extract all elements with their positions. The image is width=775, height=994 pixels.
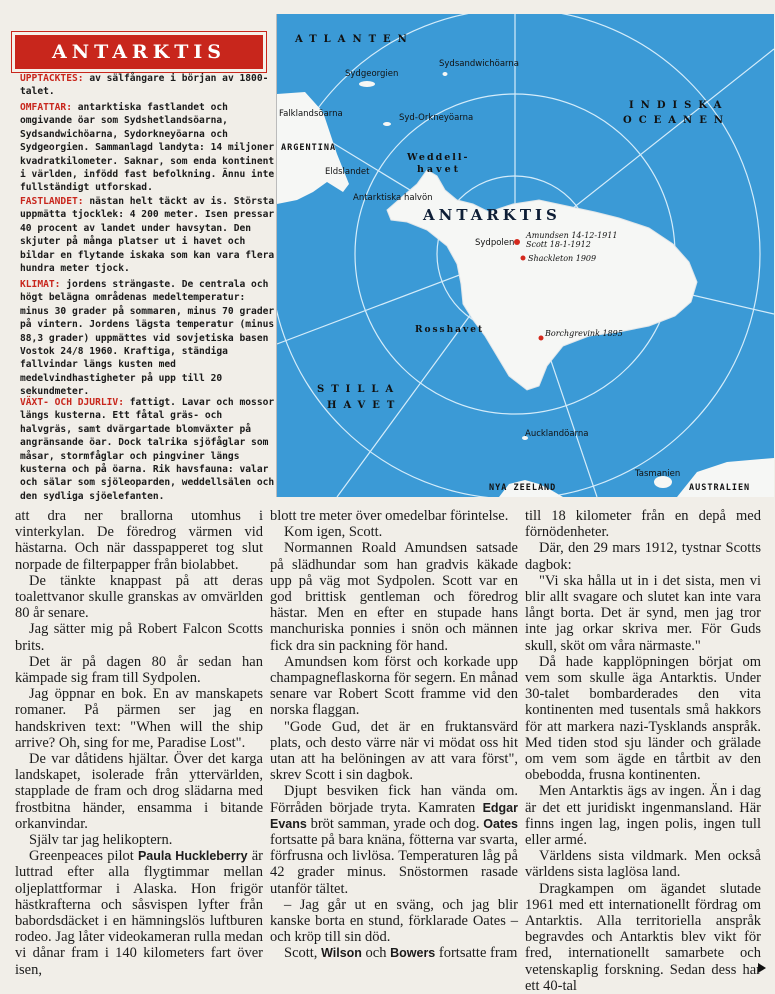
label-antarktiska-halvon: Antarktiska halvön: [353, 193, 433, 203]
fact-box: [10, 18, 275, 502]
paragraph: Dragkampen om ägandet slutade 1961 med ett internationellt fördrag om Antarktis. Alla territoriella anspråk begravdes och Antarktis blev vikt för fred, internationellt samarbete och vetenskaplig forskning. Sedan dess har ett 40-tal: [525, 880, 761, 994]
label-borchgrevink: Borchgrevink 1895: [545, 329, 623, 338]
article-column-2: [270, 508, 518, 962]
person-name: Wilson: [321, 946, 362, 961]
person-name: Bowers: [390, 946, 436, 961]
label-stilla: STILLA: [317, 384, 401, 395]
person-name: Paula Huckleberry: [137, 849, 248, 864]
label-australien: AUSTRALIEN: [689, 483, 751, 493]
label-eldslandet: Eldslandet: [325, 167, 370, 177]
antarctica-map: [276, 14, 774, 497]
label-sydorkney: Syd-Orkneyöarna: [399, 113, 474, 123]
label-nya-zeeland: NYA ZEELAND: [489, 483, 557, 493]
label-falkland: Falklandsöarna: [279, 109, 343, 119]
person-name: Oates: [483, 816, 518, 831]
label-shackleton: Shackleton 1909: [528, 254, 597, 263]
article-column-1: [15, 508, 263, 978]
fact-box-title: ANTARKTIS: [51, 41, 226, 63]
label-tasmanien: Tasmanien: [635, 469, 681, 479]
paragraph: De var dåtidens hjältar. Över det karga landskapet, isolerade från yttervärlden, stapplade de fram och drog slädarna med frostbitna händer, ensamma i bitande orkanvindar.: [15, 751, 263, 832]
paragraph: Normannen Roald Amundsen satsade på slädhundar som han gradvis käkade upp på väg mot Sydpolen. Scott var en god brittisk gentleman och föredrog hästar. Men en efter en stupade hans manchuriska ponnies i snön och männen fick dra sin packning för hand.: [270, 540, 518, 654]
label-havet: HAVET: [327, 400, 402, 411]
fact-climate: KLIMAT: jordens strängaste. De centrala och högt belägna områdenas medeltemperatur: minus 30 grader på sommaren, minus 70 grader på vintern. Jordens lägsta temperatur (minus 88,3 grader) uppmättes vid sovjetiska basen Vostok 24/8 1960. Kraftiga, ständiga fallvindar längs kusten med medelvindhastigheter på upp till 20 sekundmeter.: [20, 279, 275, 398]
paragraph: "Gode Gud, det är en fruktansvärd plats, och desto värre när vi mödat oss hit utan att ha belöningen av att vara först", skrev Scott i sin dagbok.: [270, 718, 518, 784]
label-auckland: Aucklandöarna: [525, 429, 589, 439]
paragraph: Scott, Wilson och Bowers fortsatte fram: [284, 945, 518, 962]
paragraph: Djupt besviken fick han vända om. Förråden började tryta. Kamraten Edgar Evans bröt samman, yrade och dog. Oates fortsatte på bara knäna, fötterna var svarta, förfrusna och livlösa. Temperaturen låg på 42 grader minus. Snöstormen rasade utanför tältet.: [270, 783, 518, 897]
fact-extent: OMFATTAR: antarktiska fastlandet och omgivande öar som Sydshetlandsöarna, Sydsandwichöarna, Sydorkneyöarna och Sydgeorgien. Sammanlagd landyta: 14 miljoner kvadratkilometer. Saknar, som enda kontinent i världen, infödd fast befolkning. Ännu inte fullständigt utforskad.: [20, 102, 275, 194]
label-scott: Scott 18-1-1912: [526, 240, 591, 249]
quote-paragraph: "Vi ska hålla ut in i det sista, men vi blir allt svagare och slutet kan inte vara långt borta. Det är synd, men jag tror inte jag orkar skriva mer. För Guds skull, sköt om våra närmaste.": [525, 572, 761, 654]
paragraph: till 18 kilometer från en depå med förnödenheter.: [525, 508, 761, 541]
fact-discovered: UPPTÄCKTES: av sälfångare i början av 1800-talet.: [20, 73, 269, 98]
label-weddell-2: havet: [417, 164, 462, 175]
label-sydgeorgien: Sydgeorgien: [345, 69, 399, 79]
fact-box-title-banner: [12, 32, 266, 72]
label-amundsen: Amundsen 14-12-1911: [526, 231, 618, 240]
paragraph: Jag sätter mig på Robert Falcon Scotts brits.: [15, 621, 263, 654]
label-sydsandwich: Sydsandwichöarna: [439, 59, 519, 69]
paragraph: att dra ner brallorna utomhus i vinterkylan. De föredrog värmen vid hästarna. Och när dasspapperet tog slut norpade de filterpapper från biolabbet.: [15, 508, 263, 573]
person-name: Edgar Evans: [270, 800, 518, 831]
paragraph: Greenpeaces pilot Paula Huckleberry är luttrad efter alla flygtimmar mellan oljeplattformar i Alaska. Hon frigör hästkrafterna och såsvispen lyfter från babordsdäcket i en hämningslös luftburen rodeo. Jag låter videokameran rulla medan vi dånar fram i 140 kilometers fart över isen,: [15, 848, 263, 978]
paragraph: Världens sista vildmark. Men också världens sista laglösa land.: [525, 848, 761, 881]
label-sydpolen: Sydpolen: [475, 238, 515, 248]
label-atlanten: ATLANTEN: [295, 34, 414, 45]
paragraph: Det är på dagen 80 år sedan han kämpade sig fram till Sydpolen.: [15, 653, 263, 687]
fact-mainland: FASTLANDET: nästan helt täckt av is. Största uppmätta tjocklek: 4 200 meter. Isen pressar 40 procent av landet under havsytan. Den skjuter på många platser ut i havet och bildar en flytande iskaka som kan vara flera hundra meter tjock.: [20, 196, 275, 275]
paragraph: Då hade kapplöpningen börjat om vem som skulle äga Antarktis. Under 30-talet bombarderades den vita kontinenten med tusentals små hakkors för att markera nazi-Tysklands anspråk. Med tiden stod sju länder och grälade om vem som ägde en tårtbit av den obebodda, frusna kontinenten.: [525, 653, 761, 784]
label-oceanen: OCEANEN: [623, 115, 730, 126]
article-column-3: [525, 508, 761, 994]
label-weddell-1: Weddell-: [407, 152, 470, 163]
paragraph: Där, den 29 mars 1912, tystnar Scotts dagbok:: [525, 540, 761, 573]
paragraph: Själv tar jag helikoptern.: [29, 832, 173, 849]
paragraph: blott tre meter över omedelbar förintelse.: [270, 508, 509, 524]
map-graphic: [277, 14, 774, 497]
label-rosshavet: Rosshavet: [415, 325, 485, 335]
continue-arrow-icon: [758, 963, 766, 973]
label-argentina: ARGENTINA: [281, 143, 337, 153]
label-indiska: INDISKA: [629, 100, 729, 111]
paragraph: Kom igen, Scott.: [284, 524, 383, 541]
paragraph: Jag öppnar en bok. En av manskapets romaner. På pärmen ser jag en handskriven text: "When will the ship arrive? Oh, sing for me, Paradise Lost".: [15, 686, 263, 751]
paragraph: De tänkte knappast på att deras toalettvanor skulle granskas av omvärlden 80 år senare.: [15, 572, 263, 622]
paragraph: – Jag går ut en sväng, och jag blir kanske borta en stund, förklarade Oates – och kröp till sin död.: [270, 896, 518, 946]
paragraph: Amundsen kom först och korkade upp champagneflaskorna för segern. En månad senare var Robert Scott framme vid den norska flaggan.: [270, 653, 518, 719]
paragraph: Men Antarktis ägs av ingen. Än i dag är det ett juridiskt ingenmansland. Här finns ingen lag, ingen polis, ingen tull eller armé.: [525, 783, 761, 849]
fact-flora-fauna: VÄXT- OCH DJURLIV: fattigt. Lavar och mossor längs kusterna. Ett fåtal gräs- och halvgräs, samt dvärgartade blomväxter på angränsande öar. Dock talrika sjöfåglar som måsar, stormfåglar och pingviner längs kusterna och på öarna. Rik havsfauna: valar och sälar som sjöleoparden, weddellsälen och den sydliga sjöelefanten.: [20, 397, 275, 502]
label-antarktis: ANTARKTIS: [423, 206, 561, 224]
